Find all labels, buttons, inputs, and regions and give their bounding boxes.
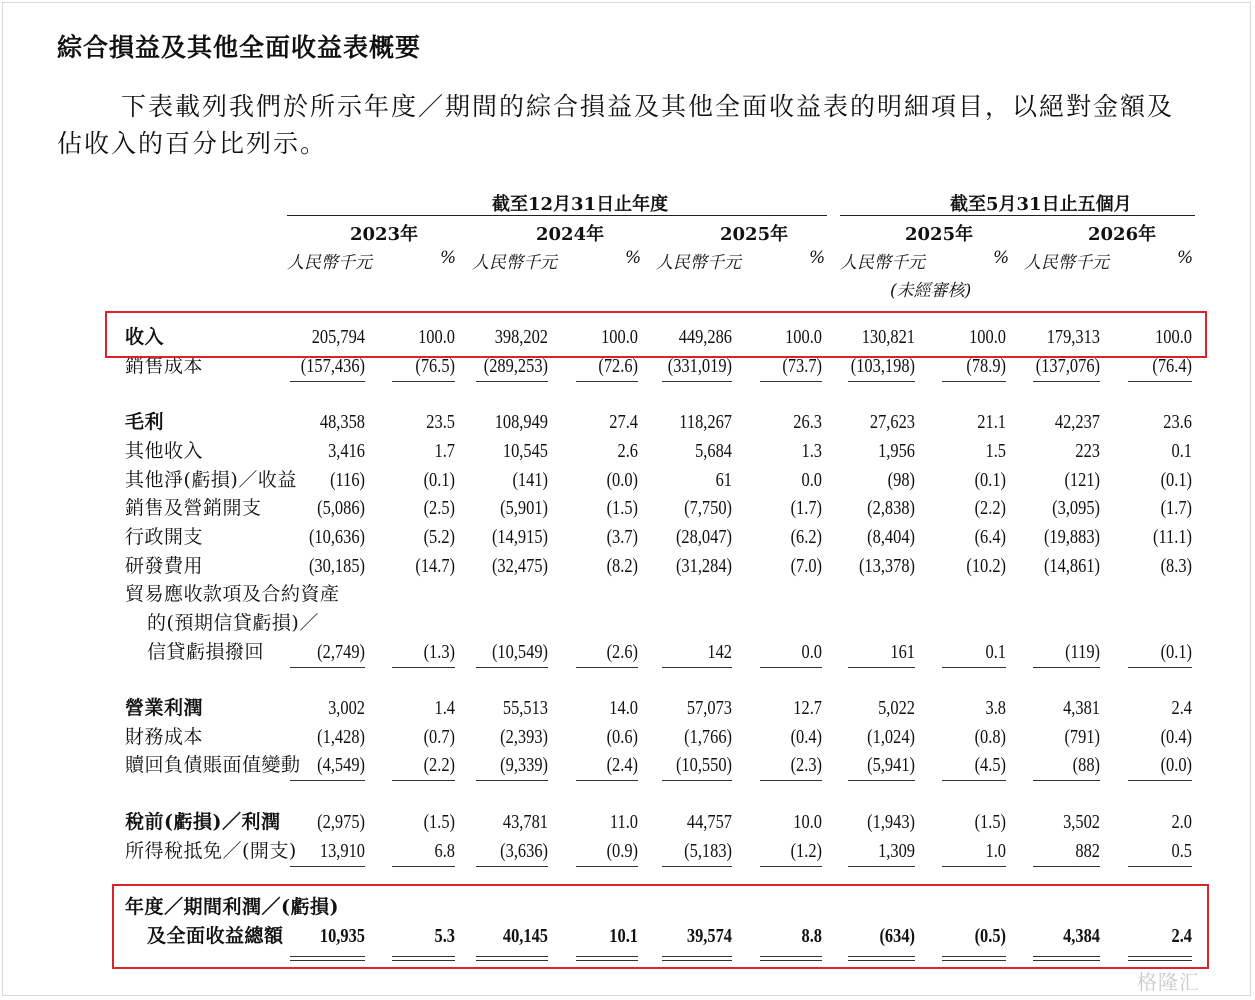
cell-value: (1.3): [423, 641, 455, 663]
cell-value: 27,623: [869, 411, 915, 433]
cell-value: (7.0): [790, 555, 822, 577]
cell-value: (1,766): [684, 726, 732, 748]
column-underline: [662, 780, 732, 781]
unit-pct: %: [625, 248, 642, 268]
cell-value: (0.1): [1160, 469, 1192, 491]
cell-value: (1.7): [790, 497, 822, 519]
column-underline: [576, 780, 638, 781]
cell-value: (3,095): [1052, 497, 1100, 519]
unit-rmb: 人民幣千元: [656, 253, 741, 273]
cell-value: 223: [1075, 440, 1100, 462]
cell-value: (30,185): [308, 555, 365, 577]
cell-value: (6.4): [974, 526, 1006, 548]
cell-value: 12.7: [793, 697, 822, 719]
cell-value: (331,019): [667, 355, 732, 377]
cell-value: 205,794: [311, 326, 365, 348]
cell-value: 13,910: [319, 840, 365, 862]
column-underline: [1128, 780, 1192, 781]
row-label-cost-of-sales: 銷售成本: [125, 355, 204, 377]
cell-value: 5,022: [878, 697, 915, 719]
cell-value: 2.6: [617, 440, 638, 462]
cell-value: 0.1: [985, 641, 1006, 663]
cell-value: (1.5): [423, 811, 455, 833]
unit-rmb: 人民幣千元: [840, 253, 925, 273]
cell-value: 1.4: [434, 697, 455, 719]
column-underline: [662, 381, 732, 382]
cell-value: (4,549): [317, 754, 365, 776]
cell-value: (0.4): [790, 726, 822, 748]
cell-value: (88): [1072, 754, 1100, 776]
cell-value: (141): [512, 469, 548, 491]
cell-value: (2.3): [790, 754, 822, 776]
cell-value: (2,838): [867, 497, 915, 519]
cell-value: 0.5: [1171, 840, 1192, 862]
column-underline: [392, 780, 455, 781]
cell-value: 57,073: [686, 697, 732, 719]
unit-pct: %: [993, 248, 1010, 268]
cell-value: (0.8): [974, 726, 1006, 748]
column-underline: [662, 667, 732, 668]
row-label-selling-expenses: 銷售及營銷開支: [125, 497, 262, 519]
cell-value: (289,253): [483, 355, 548, 377]
header-year-2025: 2025年: [720, 224, 789, 245]
cell-value: (14,861): [1043, 555, 1100, 577]
unit-pct: %: [1177, 248, 1194, 268]
cell-value: 1.5: [985, 440, 1006, 462]
section-title: 綜合損益及其他全面收益表概要: [57, 33, 422, 62]
cell-value: (0.9): [606, 840, 638, 862]
cell-value: (73.7): [782, 355, 822, 377]
column-underline: [1128, 381, 1192, 382]
cell-value: 4,381: [1063, 697, 1100, 719]
cell-value: (2.2): [974, 497, 1006, 519]
header-year-2025-period: 2025年: [905, 224, 974, 245]
cell-value: 1,309: [878, 840, 915, 862]
cell-value: (10.2): [966, 555, 1006, 577]
cell-value: 2.4: [1171, 697, 1192, 719]
cell-value: (28,047): [675, 526, 732, 548]
cell-value: (32,475): [491, 555, 548, 577]
cell-value: 11.0: [609, 811, 638, 833]
cell-value: 100.0: [785, 326, 822, 348]
header-year-2026-period: 2026年: [1088, 224, 1157, 245]
row-label-total-line1: 年度／期間利潤／(虧損): [125, 896, 339, 918]
column-underline: [290, 780, 365, 781]
cell-value: (0.4): [1160, 726, 1192, 748]
cell-value: 27.4: [609, 411, 638, 433]
cell-value: (137,076): [1035, 355, 1100, 377]
cell-value: (2.5): [423, 497, 455, 519]
cell-value: 3,502: [1063, 811, 1100, 833]
cell-value: (2,393): [500, 726, 548, 748]
cell-value: (5,901): [500, 497, 548, 519]
column-underline: [760, 866, 822, 867]
cell-value: 1.3: [801, 440, 822, 462]
cell-value: (78.9): [966, 355, 1006, 377]
cell-value: 40,145: [502, 925, 548, 947]
cell-value: 1,956: [878, 440, 915, 462]
cell-value: (9,339): [500, 754, 548, 776]
cell-value: 2.4: [1171, 925, 1192, 947]
cell-value: 0.0: [801, 469, 822, 491]
cell-value: 14.0: [609, 697, 638, 719]
cell-value: (10,549): [491, 641, 548, 663]
cell-value: (791): [1064, 726, 1100, 748]
row-label-total-line2: 及全面收益總額: [147, 925, 284, 947]
column-underline: [760, 381, 822, 382]
header-group-period: 截至5月31日止五個月: [950, 194, 1132, 215]
unit-rmb: 人民幣千元: [287, 253, 372, 273]
column-underline: [1033, 866, 1100, 867]
cell-value: (0.0): [606, 469, 638, 491]
cell-value: (1.5): [606, 497, 638, 519]
cell-value: (1,943): [867, 811, 915, 833]
cell-value: (1,024): [867, 726, 915, 748]
unit-rmb: 人民幣千元: [472, 253, 557, 273]
cell-value: 100.0: [969, 326, 1006, 348]
cell-value: (13,378): [858, 555, 915, 577]
row-label-ecl-line1: 貿易應收款項及合約資產: [125, 583, 340, 605]
row-label-finance-costs: 財務成本: [125, 726, 204, 748]
cell-value: 161: [890, 641, 915, 663]
column-underline: [392, 381, 455, 382]
cell-value: (3.7): [606, 526, 638, 548]
row-label-other-income: 其他收入: [125, 440, 204, 462]
row-label-revenue: 收入: [125, 326, 165, 348]
cell-value: (2.6): [606, 641, 638, 663]
cell-value: (5,941): [867, 754, 915, 776]
row-label-gross-profit: 毛利: [125, 411, 165, 433]
cell-value: 179,313: [1046, 326, 1100, 348]
cell-value: (98): [887, 469, 915, 491]
cell-value: 10.1: [609, 925, 638, 947]
cell-value: 42,237: [1054, 411, 1100, 433]
row-label-other-net-loss-gain: 其他淨(虧損)／收益: [125, 469, 297, 491]
cell-value: 882: [1075, 840, 1100, 862]
row-label-operating-profit: 營業利潤: [125, 697, 204, 719]
cell-value: (8.2): [606, 555, 638, 577]
cell-value: (76.4): [1152, 355, 1192, 377]
column-underline: [576, 866, 638, 867]
row-label-ecl-line3: 信貸虧損撥回: [147, 641, 265, 663]
cell-value: (0.1): [1160, 641, 1192, 663]
column-underline: [476, 381, 548, 382]
cell-value: (2,975): [317, 811, 365, 833]
column-underline: [392, 866, 455, 867]
cell-value: 23.5: [426, 411, 455, 433]
cell-value: (7,750): [684, 497, 732, 519]
cell-value: 23.6: [1163, 411, 1192, 433]
row-label-income-tax: 所得稅抵免／(開支): [125, 840, 297, 862]
row-label-admin-expenses: 行政開支: [125, 526, 204, 548]
cell-value: 44,757: [686, 811, 732, 833]
cell-value: 3,002: [328, 697, 365, 719]
column-underline: [290, 667, 365, 668]
cell-value: (634): [879, 925, 915, 947]
cell-value: 3,416: [328, 440, 365, 462]
unit-pct: %: [809, 248, 826, 268]
cell-value: (3,636): [500, 840, 548, 862]
cell-value: 449,286: [678, 326, 732, 348]
cell-value: 39,574: [686, 925, 732, 947]
cell-value: (0.1): [423, 469, 455, 491]
highlight-total-row: [112, 884, 1209, 969]
cell-value: 21.1: [977, 411, 1006, 433]
cell-value: 130,821: [861, 326, 915, 348]
cell-value: 100.0: [418, 326, 455, 348]
cell-value: 2.0: [1171, 811, 1192, 833]
cell-value: 10.0: [793, 811, 822, 833]
cell-value: 61: [715, 469, 732, 491]
cell-value: (0.0): [1160, 754, 1192, 776]
cell-value: 1.0: [985, 840, 1006, 862]
cell-value: (14.7): [415, 555, 455, 577]
cell-value: (0.5): [974, 925, 1006, 947]
cell-value: 108,949: [494, 411, 548, 433]
intro-paragraph: 下表載列我們於所示年度／期間的綜合損益及其他全面收益表的明細項目，以絕對金額及佔收入的百分比列示。: [57, 92, 1175, 158]
cell-value: (1.5): [974, 811, 1006, 833]
column-underline: [392, 667, 455, 668]
cell-value: (4.5): [974, 754, 1006, 776]
header-year-2023: 2023年: [350, 224, 419, 245]
column-underline: [1033, 667, 1100, 668]
cell-value: 0.0: [801, 641, 822, 663]
unit-unaudited: (未經審核): [890, 281, 972, 301]
cell-value: (5.2): [423, 526, 455, 548]
cell-value: (119): [1065, 641, 1100, 663]
cell-value: 4,384: [1063, 925, 1100, 947]
row-label-profit-before-tax: 稅前(虧損)／利潤: [125, 811, 281, 833]
header-group-year: 截至12月31日止年度: [492, 194, 669, 215]
column-underline: [1128, 667, 1192, 668]
cell-value: (72.6): [598, 355, 638, 377]
cell-value: (0.1): [974, 469, 1006, 491]
unit-pct: %: [440, 248, 457, 268]
watermark-logo: 格隆汇: [1137, 970, 1200, 994]
cell-value: 26.3: [793, 411, 822, 433]
column-underline: [1033, 780, 1100, 781]
column-underline: [290, 381, 365, 382]
column-underline: [662, 866, 732, 867]
cell-value: 3.8: [985, 697, 1006, 719]
cell-value: 5.3: [434, 925, 455, 947]
column-underline: [290, 866, 365, 867]
cell-value: (19,883): [1043, 526, 1100, 548]
cell-value: (8,404): [867, 526, 915, 548]
cell-value: 10,545: [502, 440, 548, 462]
cell-value: (31,284): [675, 555, 732, 577]
cell-value: (0.6): [606, 726, 638, 748]
cell-value: (2,749): [317, 641, 365, 663]
cell-value: (1.2): [790, 840, 822, 862]
cell-value: (2.4): [606, 754, 638, 776]
cell-value: (11.1): [1152, 526, 1192, 548]
column-underline: [942, 780, 1006, 781]
cell-value: (1.7): [1160, 497, 1192, 519]
cell-value: (5,183): [684, 840, 732, 862]
unit-rmb: 人民幣千元: [1024, 253, 1109, 273]
highlight-revenue-row: [105, 311, 1207, 358]
header-rule-year: [287, 215, 827, 216]
cell-value: 118,267: [679, 411, 732, 433]
cell-value: (14,915): [491, 526, 548, 548]
cell-value: 142: [707, 641, 732, 663]
cell-value: (116): [330, 469, 365, 491]
cell-value: 398,202: [494, 326, 548, 348]
column-underline: [760, 667, 822, 668]
column-underline: [576, 667, 638, 668]
cell-value: (103,198): [850, 355, 915, 377]
cell-value: (8.3): [1160, 555, 1192, 577]
column-underline: [1033, 381, 1100, 382]
cell-value: 1.7: [434, 440, 455, 462]
cell-value: (1,428): [317, 726, 365, 748]
cell-value: 100.0: [1155, 326, 1192, 348]
column-underline: [848, 866, 915, 867]
column-underline: [942, 381, 1006, 382]
cell-value: 10,935: [319, 925, 365, 947]
column-underline: [476, 667, 548, 668]
cell-value: 5,684: [695, 440, 732, 462]
column-underline: [848, 381, 915, 382]
cell-value: 8.8: [801, 925, 822, 947]
cell-value: 48,358: [319, 411, 365, 433]
column-underline: [476, 866, 548, 867]
cell-value: (2.2): [423, 754, 455, 776]
cell-value: (76.5): [415, 355, 455, 377]
cell-value: (121): [1064, 469, 1100, 491]
cell-value: 43,781: [502, 811, 548, 833]
cell-value: (10,636): [308, 526, 365, 548]
column-underline: [942, 667, 1006, 668]
cell-value: 6.8: [434, 840, 455, 862]
header-rule-period: [840, 215, 1195, 216]
row-label-ecl-line2: 的(預期信貸虧損)／: [147, 612, 319, 634]
column-underline: [848, 780, 915, 781]
cell-value: (0.7): [423, 726, 455, 748]
cell-value: 0.1: [1171, 440, 1192, 462]
cell-value: 55,513: [502, 697, 548, 719]
column-underline: [576, 381, 638, 382]
cell-value: (6.2): [790, 526, 822, 548]
header-year-2024: 2024年: [536, 224, 605, 245]
column-underline: [942, 866, 1006, 867]
column-underline: [476, 780, 548, 781]
cell-value: (10,550): [675, 754, 732, 776]
column-underline: [1128, 866, 1192, 867]
cell-value: (157,436): [300, 355, 365, 377]
row-label-redemption-liability: 贖回負債賬面值變動: [125, 754, 301, 776]
row-label-rnd-expenses: 研發費用: [125, 555, 204, 577]
cell-value: 100.0: [601, 326, 638, 348]
column-underline: [760, 780, 822, 781]
cell-value: (5,086): [317, 497, 365, 519]
column-underline: [848, 667, 915, 668]
